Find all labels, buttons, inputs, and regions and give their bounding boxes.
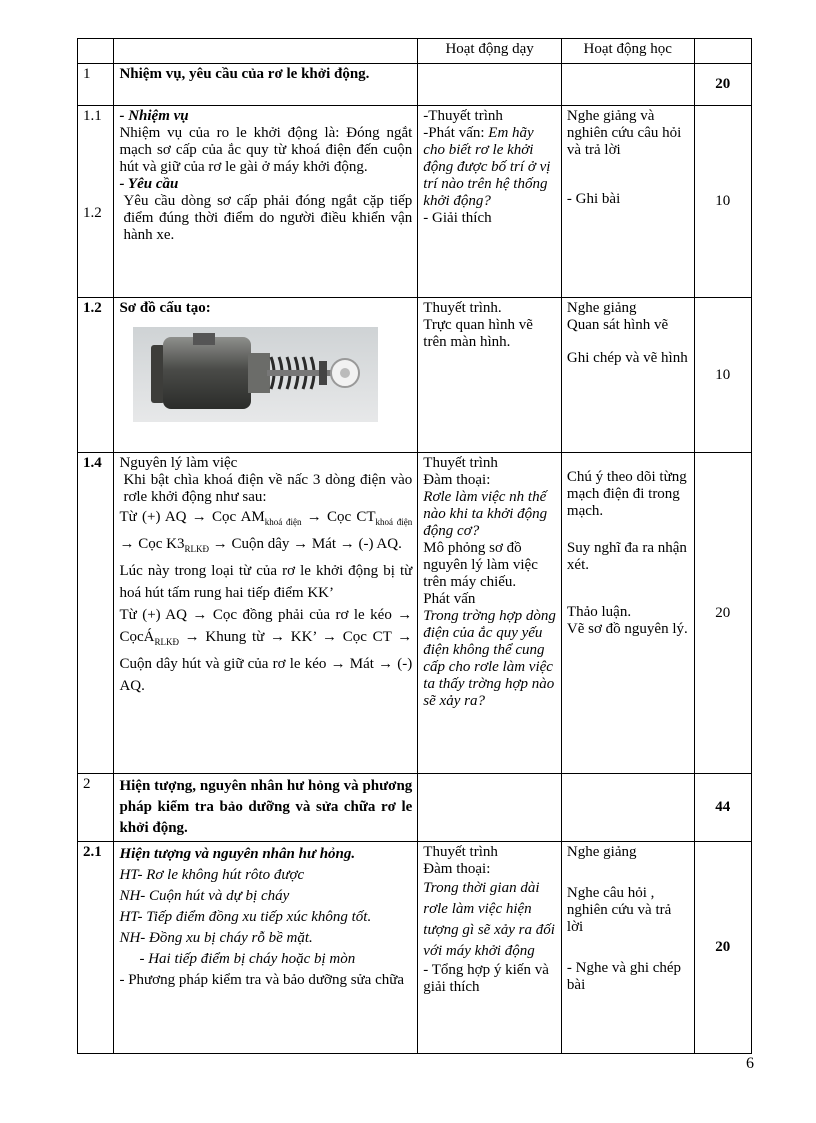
section-title: Nguyên lý làm việc [119,455,238,471]
learning-item: Quan sát hình vẽ [566,317,669,333]
principle-intro: Khi bật chìa khoá điện về nấc 3 dòng điện vào rơle khởi động như sau: [123,472,413,505]
teaching-cell [418,106,562,298]
starter-relay-image [133,327,378,422]
teaching-cell [418,774,562,842]
learning-item: Nghe giảng [566,300,637,316]
flow-subscript: RLKĐ [154,637,179,647]
time-minutes: 20 [694,64,752,106]
time-minutes: 10 [694,298,752,453]
teaching-item: -Thuyết trình [423,108,503,124]
symptom-line: HT- Rơ le không hút rôto được [119,867,305,883]
table-row [78,106,752,298]
flow-text: → Cuộn dây → Mát → (-) AQ. [208,536,402,552]
symptom-line: HT- Tiếp điểm đồng xu tiếp xúc không tốt. [119,909,372,925]
learning-cell [561,774,694,842]
learning-item: - Ghi bài [566,191,621,207]
learning-item: Nghe câu hỏi , nghiên cứu và trả lời [566,885,672,935]
row-number [78,106,114,298]
learning-item: - Nghe và ghi chép bài [566,960,682,993]
requirement-heading: - Yêu cầu [119,176,179,192]
teaching-item: Thuyết trình [423,844,498,860]
learning-item: Ghi chép và vẽ hình [566,350,688,366]
learning-item: Nghe giảng và nghiên cứu câu hỏi và trả lời [566,108,682,158]
content-cell [114,842,418,1054]
teaching-cell [418,453,562,774]
table-row [78,453,752,774]
flow-text: Từ (+) AQ → Cọc đồng phải của rơ le kéo → CọcÁ [119,607,413,645]
teaching-item: Thuyết trình [423,455,498,471]
learning-cell [561,298,694,453]
header-learning-activity: Hoạt động học [561,39,694,64]
teaching-item: Đàm thoại: [423,861,491,877]
teaching-cell [418,64,562,106]
teaching-question: Trong trờng hợp dòng điện của ắc quy yếu điện không thể cung cấp cho rơle làm việc ta thấy trờng hợp nào sẽ xảy ra? [423,608,556,709]
teaching-item: Mô phỏng sơ đồ nguyên lý làm việc trên máy chiếu. [423,540,538,590]
current-flow-1 [119,506,412,560]
subsection-heading: Hiện tượng và nguyên nhân hư hỏng. [119,846,356,862]
header-time-cell [694,39,752,64]
teaching-cell [418,298,562,453]
flow-subscript: khoá điện [375,517,413,527]
flow-text: → Cọc CT [301,509,376,525]
row-number: 2.1 [78,842,114,1054]
requirement-text: Yêu cầu dòng sơ cấp phải đóng ngắt cặp tiếp điểm đúng thời điểm do người điều khiển vận hành xe. [123,193,413,243]
flow-subscript: RLKĐ [184,544,209,554]
learning-cell [561,453,694,774]
flow-text: Từ (+) AQ → Cọc AM [119,509,265,525]
content-cell [114,106,418,298]
flow-text: → Cọc K3 [119,536,185,552]
learning-item: Thảo luận. [566,604,632,620]
teaching-item: - Tổng hợp ý kiến và giải thích [423,962,549,995]
teaching-question-prefix: -Phát vấn: [423,125,489,141]
section-title: Hiện tượng, nguyên nhân hư hỏng và phương pháp kiểm tra bảo dưỡng và sửa chữa rơ le khởi động. [114,774,418,842]
time-minutes: 20 [694,842,752,1054]
row-number-1-2: 1.2 [83,205,102,221]
time-minutes: 10 [694,106,752,298]
cause-line: NH- Đồng xu bị cháy rỗ bề mặt. [119,930,313,946]
task-heading: - Nhiệm vụ [119,108,189,124]
time-minutes: 20 [694,453,752,774]
section-title: Nhiệm vụ, yêu cầu của rơ le khởi động. [114,64,418,106]
row-number: 1.2 [78,298,114,453]
flow-subscript: khoá điện [264,517,302,527]
teaching-cell [418,842,562,1054]
row-number: 1.4 [78,453,114,774]
learning-cell [561,106,694,298]
principle-middle: Lúc này trong loại từ của rơ le khởi động bị từ hoá hút tấm rung hai tiếp điểm KK’ [119,563,413,601]
teaching-item: - Giải thích [423,210,492,226]
cause-line: - Hai tiếp điểm bị cháy hoặc bị mòn [139,951,356,967]
cause-line: NH- Cuộn hút và dự bị cháy [119,888,290,904]
learning-item: Suy nghĩ đa ra nhận xét. [566,540,687,573]
table-row [78,64,752,106]
header-content-cell [114,39,418,64]
learning-item: Nghe giảng [566,844,637,860]
teaching-item: Trực quan hình vẽ trên màn hình. [423,317,533,350]
teaching-question [423,125,556,210]
learning-item: Chú ý theo dõi từng mạch điện đi trong mạch. [566,469,687,519]
table-row [78,298,752,453]
task-text: Nhiệm vụ của ro le khởi động là: Đóng ngắt mạch sơ cấp của ắc quy từ khoá điện đến cuộn hút và giữ của rơ le gài ở máy khởi động. [119,125,413,175]
current-flow-2 [119,604,412,697]
row-number: 2 [78,774,114,842]
table-header-row [78,39,752,64]
row-number-1-1: 1.1 [83,108,102,124]
lesson-plan-table [77,38,752,1054]
learning-cell [561,842,694,1054]
page-number: 6 [746,1055,754,1072]
table-row [78,842,752,1054]
row-number: 1 [78,64,114,106]
table-row [78,774,752,842]
header-num-cell [78,39,114,64]
time-minutes: 44 [694,774,752,842]
teaching-item: Phát vấn [423,591,476,607]
teaching-item: Đàm thoại: [423,472,491,488]
teaching-question: Trong thời gian dài rơle làm việc hiện tượng gì sẽ xảy ra đối với máy khởi động [423,880,555,959]
learning-item: Vẽ sơ đồ nguyên lý. [566,621,688,637]
header-teaching-activity: Hoạt động dạy [418,39,562,64]
teaching-question: Rơle làm việc nh thế nào khi ta khởi động động cơ? [423,489,548,539]
learning-cell [561,64,694,106]
teaching-question-text: Em hãy cho biết rơ le khởi động được bố trí ở vị trí nào trên hệ thống khởi động? [423,125,551,209]
flow-text: → Khung từ → KK’ → Cọc CT → Cuộn dây hút và giữ của rơ le kéo → Mát → (-) AQ. [119,629,413,694]
method-line: - Phương pháp kiểm tra và bảo dưỡng sửa chữa [119,972,405,988]
content-cell [114,453,418,774]
teaching-item: Thuyết trình. [423,300,502,316]
section-title: Sơ đồ cấu tạo: [119,300,211,316]
content-cell [114,298,418,453]
starter-relay-photo [133,327,378,422]
